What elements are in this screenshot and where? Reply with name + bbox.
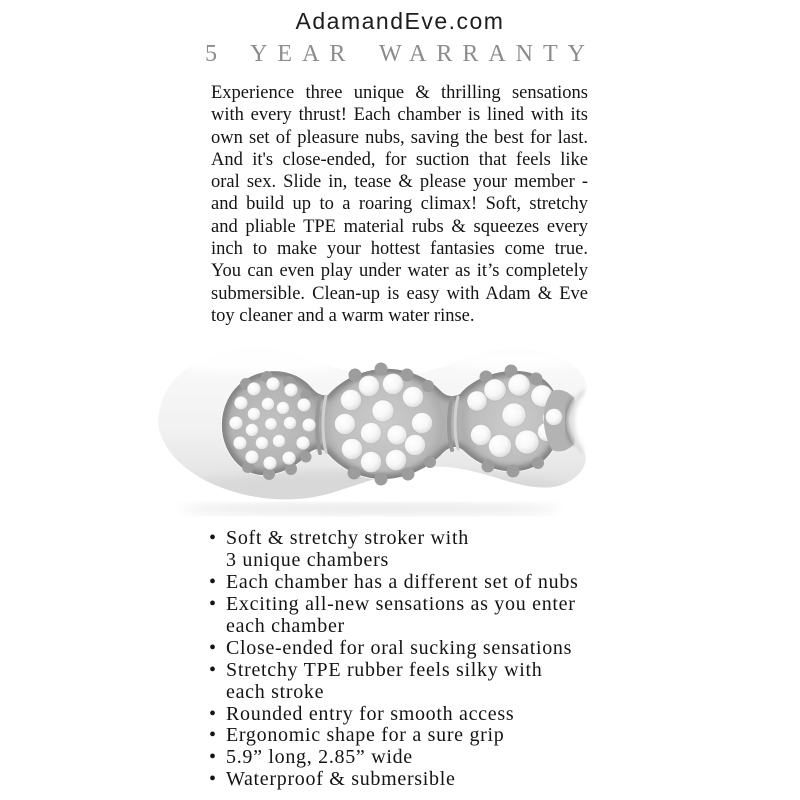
list-item	[209, 660, 609, 704]
feature-text: Waterproof & submersible	[226, 768, 456, 791]
description-line: inch to make your hottest fantasies come true.	[211, 239, 588, 260]
list-item	[209, 638, 609, 660]
feature-text: Stretchy TPE rubber feels silky with each stroke	[226, 658, 543, 703]
list-item	[209, 572, 609, 594]
description-line: You can even play under water as it’s completely	[211, 261, 588, 282]
list-item	[209, 725, 609, 747]
feature-text: Close-ended for oral sucking sensations	[226, 636, 573, 659]
description-line: And it's close-ended, for suction that feels like	[211, 149, 588, 170]
bullet-icon: •	[209, 702, 217, 725]
feature-list	[209, 528, 609, 791]
list-item	[209, 747, 609, 769]
product-cutaway-illustration	[150, 333, 590, 521]
feature-text: Exciting all-new sensations as you enter each chamber	[226, 592, 576, 637]
warranty-heading: 5 YEAR WARRANTY	[204, 41, 595, 67]
feature-text: Soft & stretchy stroker with 3 unique chambers	[226, 527, 469, 572]
feature-text: Rounded entry for smooth access	[226, 702, 515, 725]
bullet-icon: •	[209, 658, 217, 681]
bullet-icon: •	[209, 636, 217, 659]
list-item	[209, 594, 609, 638]
feature-text: Each chamber has a different set of nubs	[226, 571, 579, 594]
description-line: submersible. Clean-up is easy with Adam & Eve	[211, 283, 588, 304]
site-url-text: AdamandEve.com	[295, 8, 505, 34]
description-line: with every thrust! Each chamber is lined with its	[211, 105, 588, 126]
product-illustration-area	[0, 333, 800, 524]
description-line: own set of pleasure nubs, saving the best for last.	[211, 127, 588, 148]
description-line: Experience three unique & thrilling sensations	[211, 83, 588, 103]
description-line: toy cleaner and a warm water rinse.	[211, 305, 475, 326]
bullet-icon: •	[209, 571, 217, 594]
feature-text: Ergonomic shape for a sure grip	[226, 724, 505, 747]
list-item	[209, 528, 609, 572]
bullet-icon: •	[209, 527, 217, 550]
feature-text: 5.9” long, 2.85” wide	[226, 746, 413, 769]
list-item	[209, 704, 609, 726]
bullet-icon: •	[209, 592, 217, 615]
bullet-icon: •	[209, 724, 217, 747]
description-line: and pliable TPE material rubs & squeezes every	[211, 216, 588, 237]
bullet-icon: •	[209, 746, 217, 769]
bullet-icon: •	[209, 768, 217, 791]
description-line: oral sex. Slide in, tease & please your member -	[211, 172, 588, 193]
product-description	[211, 82, 588, 327]
description-line: and build up to a roaring climax! Soft, stretchy	[211, 194, 588, 215]
list-item	[209, 769, 609, 791]
